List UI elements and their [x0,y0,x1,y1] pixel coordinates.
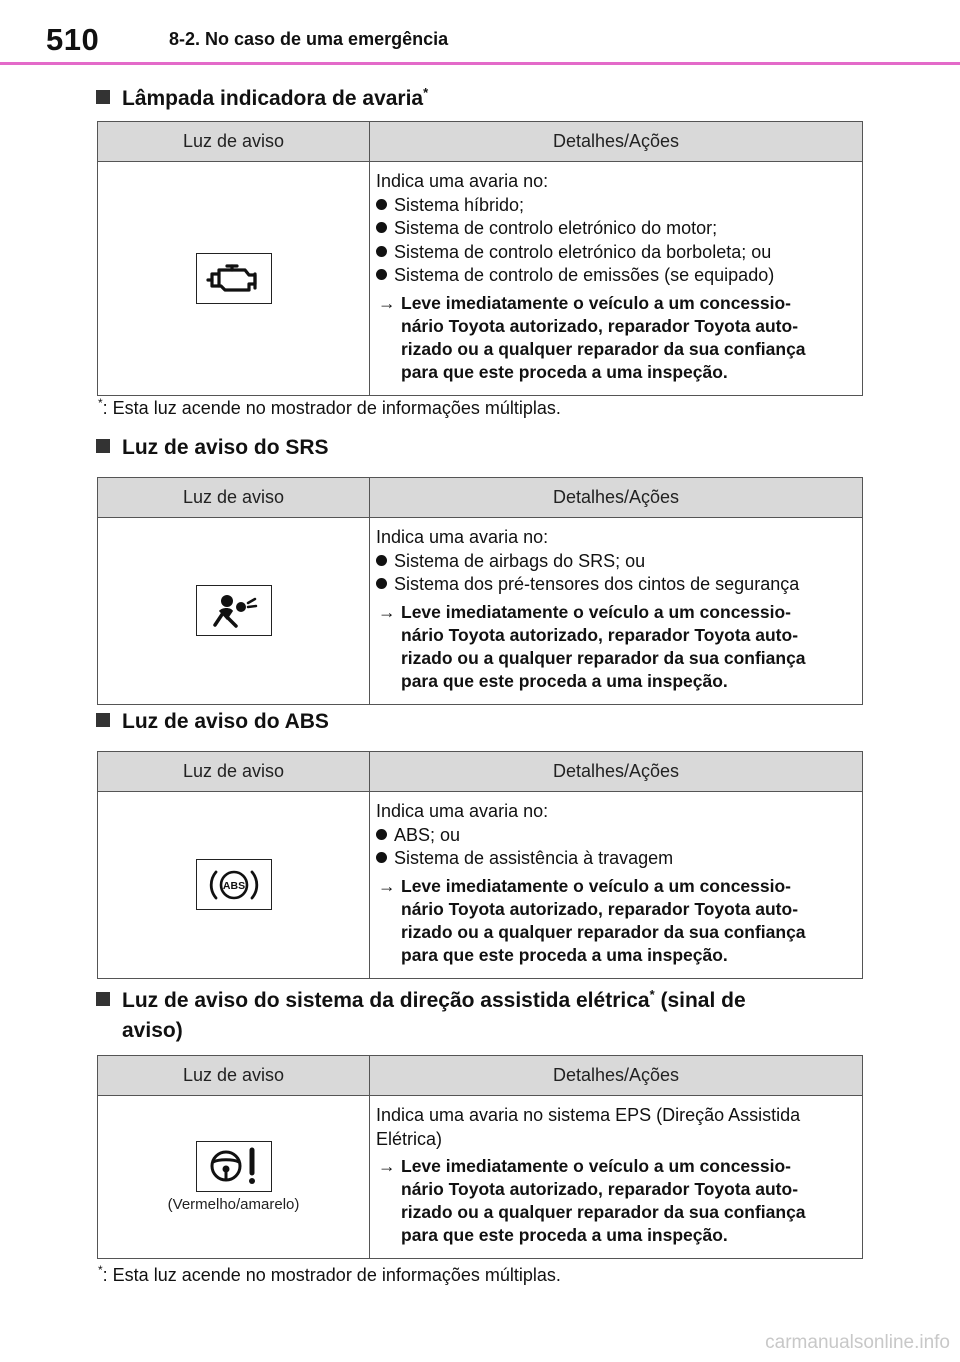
engine-check-icon [196,253,272,304]
intro-text: Indica uma avaria no: [376,801,549,821]
watermark: carmanualsonline.info [765,1332,950,1353]
col-header-light: Luz de aviso [98,1056,370,1096]
chapter-title: 8-2. No caso de uma emergência [169,29,449,49]
action-text: → Leve imediatamente o veículo a um concessio- nário Toyota autorizado, reparador Toyota auto- rizado ou a qualquer reparador da sua confiança para que este proceda a uma inspeção. [378,292,806,382]
arrow-icon: → [378,601,396,622]
srs-table [97,477,863,705]
section-square-icon [96,992,110,1006]
bullet-item: Sistema de controlo eletrónico da borboleta; ou [376,241,854,265]
bullet-item: Sistema dos pré-tensores dos cintos de segurança [376,573,854,597]
icon-cell [98,518,370,705]
arrow-icon: → [378,292,396,313]
page-number: 510 [46,22,100,57]
bullet-item: Sistema de controlo eletrónico do motor; [376,217,854,241]
icon-caption: (Vermelho/amarelo) [167,1196,300,1214]
icon-cell [98,792,370,979]
arrow-icon: → [378,1156,396,1176]
details-cell [370,792,863,979]
bullet-item: Sistema híbrido; [376,194,854,218]
intro-text: Elétrica) [376,1128,443,1149]
section-title-malfunction: Lâmpada indicadora de avaria* [96,78,428,114]
action-text: → Leve imediatamente o veículo a um concessio- nário Toyota autorizado, reparador Toyota auto- rizado ou a qualquer reparador da sua confiança para que este proceda a uma inspeção. [378,875,806,965]
bullet-item: ABS; ou [376,824,854,848]
action-text: → Leve imediatamente o veículo a um concessio- nário Toyota autorizado, reparador Toyota auto- rizado ou a qualquer reparador da sua confiança para que este proceda a uma inspeção. [378,601,806,691]
section-square-icon [96,713,110,727]
details-cell [370,1096,863,1259]
section-title-eps: Luz de aviso do sistema da direção assistida elétrica* (sinal de aviso) [96,980,746,1046]
section-square-icon [96,90,110,104]
col-header-light: Luz de aviso [98,478,370,518]
intro-text: Indica uma avaria no: [376,171,549,191]
section-title-srs: Luz de aviso do SRS [96,433,329,463]
col-header-details: Detalhes/Ações [370,1056,863,1096]
action-text: → Leve imediatamente o veículo a um concessio- nário Toyota autorizado, reparador Toyota auto- rizado ou a qualquer reparador da sua confiança para que este proceda a uma inspeção. [378,1156,806,1245]
footnote: *: Esta luz acende no mostrador de informações múltiplas. [98,1263,561,1285]
intro-text: Indica uma avaria no: [376,527,549,547]
intro-text: Indica uma avaria no sistema EPS (Direção Assistida [376,1105,801,1125]
bullet-item: Sistema de controlo de emissões (se equipado) [376,264,854,288]
col-header-details: Detalhes/Ações [370,122,863,162]
col-header-light: Luz de aviso [98,752,370,792]
header-divider [0,62,960,65]
col-header-light: Luz de aviso [98,122,370,162]
eps-table [97,1055,863,1259]
section-square-icon [96,439,110,453]
malfunction-table [97,121,863,396]
footnote: *: Esta luz acende no mostrador de informações múltiplas. [98,396,561,418]
arrow-icon: → [378,875,396,896]
page-header [0,0,960,66]
eps-steering-icon [196,1141,272,1192]
icon-cell [98,1096,370,1259]
abs-table [97,751,863,979]
section-title-abs: Luz de aviso do ABS [96,707,329,737]
srs-airbag-icon [196,585,272,636]
col-header-details: Detalhes/Ações [370,478,863,518]
bullet-item: Sistema de airbags do SRS; ou [376,550,854,574]
icon-cell [98,162,370,396]
col-header-details: Detalhes/Ações [370,752,863,792]
details-cell [370,518,863,705]
details-cell [370,162,863,396]
abs-icon [196,859,272,910]
bullet-item: Sistema de assistência à travagem [376,847,854,871]
abs-icon-text: ABS [222,879,245,892]
